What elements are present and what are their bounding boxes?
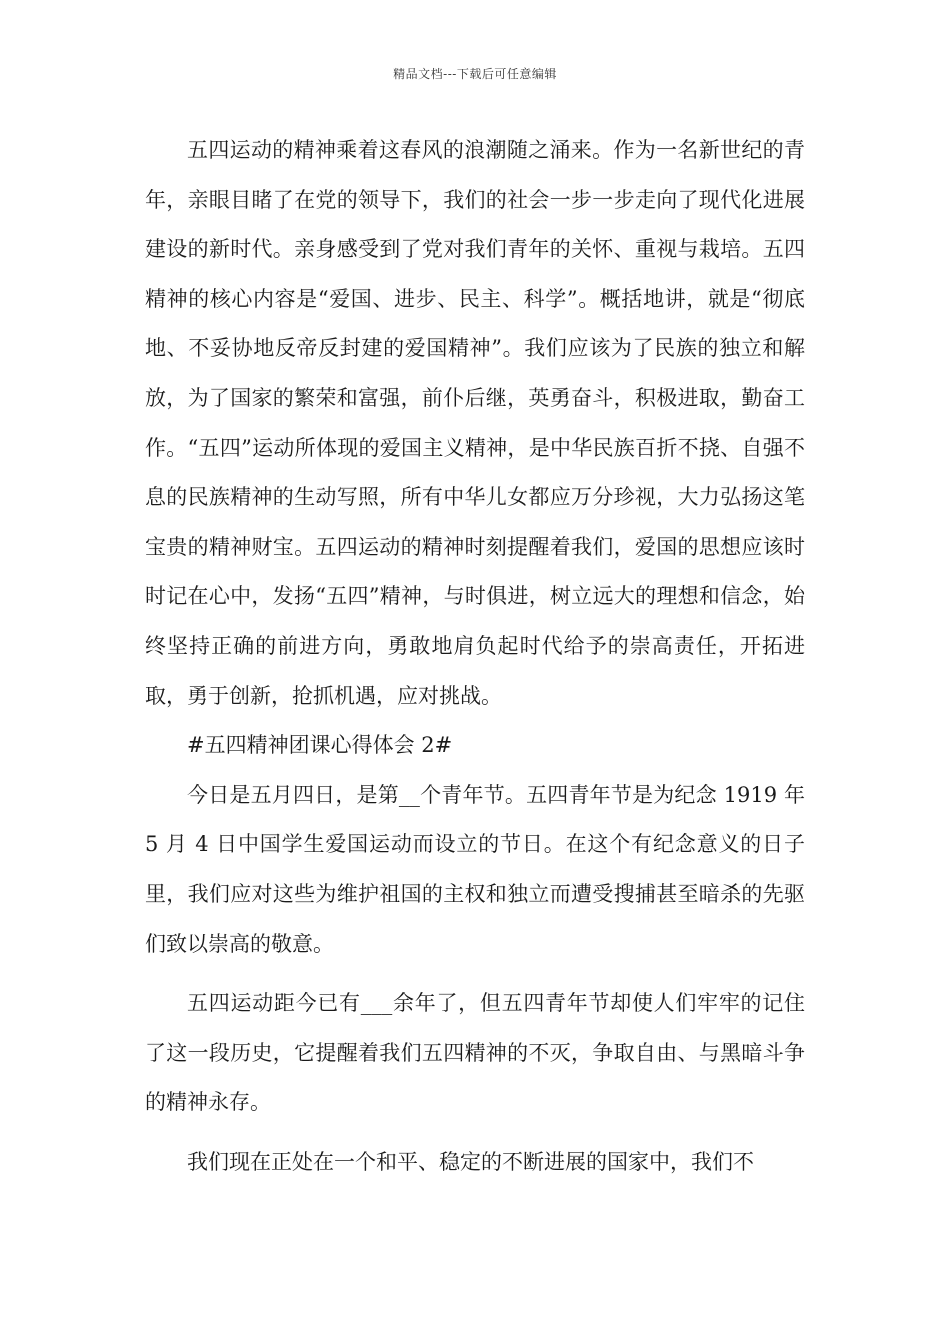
paragraph-youth-day: 今日是五月四日，是第__个青年节。五四青年节是为纪念 1919 年 5 月 4 日中国学生爱国运动而设立的节日。在这个有纪念意义的日子里，我们应对这些为维护祖国的主权和独立而遭受搜捕甚至暗杀的先驱们致以崇高的敬意。: [145, 782, 805, 956]
page-header: 精品文档---下载后可任意编辑: [393, 67, 557, 81]
paragraph-spirit: 五四运动的精神乘着这春风的浪潮随之涌来。作为一名新世纪的青年，亲眼目睹了在党的领导下，我们的社会一步一步走向了现代化进展建设的新时代。亲身感受到了党对我们青年的关怀、重视与栽培。五四精神的核心内容是“爱国、进步、民主、科学”。概括地讲，就是“彻底地、不妥协地反帝反封建的爱国精神”。我们应该为了民族的独立和解放，为了国家的繁荣和富强，前仆后继，英勇奋斗，积极进取，勤奋工作。“五四”运动所体现的爱国主义精神，是中华民族百折不挠、自强不息的民族精神的生动写照，所有中华儿女都应万分珍视，大力弘扬这笔宝贵的精神财宝。五四运动的精神时刻提醒着我们，爱国的思想应该时时记在心中，发扬“五四”精神，与时俱进，树立远大的理想和信念，始终坚持正确的前进方向，勇敢地肩负起时代给予的崇高责任，开拓进取，勇于创新，抢抓机遇，应对挑战。: [145, 138, 805, 708]
document-body: [145, 126, 805, 1187]
paragraph-present: 我们现在正处在一个和平、稳定的不断进展的国家中，我们不: [187, 1149, 754, 1174]
paragraph-history: 五四运动距今已有___余年了，但五四青年节却使人们牢牢的记住了这一段历史，它提醒着我们五四精神的不灭，争取自由、与黑暗斗争的精神永存。: [145, 991, 805, 1115]
section-heading: #五四精神团课心得体会 2#: [187, 733, 453, 758]
